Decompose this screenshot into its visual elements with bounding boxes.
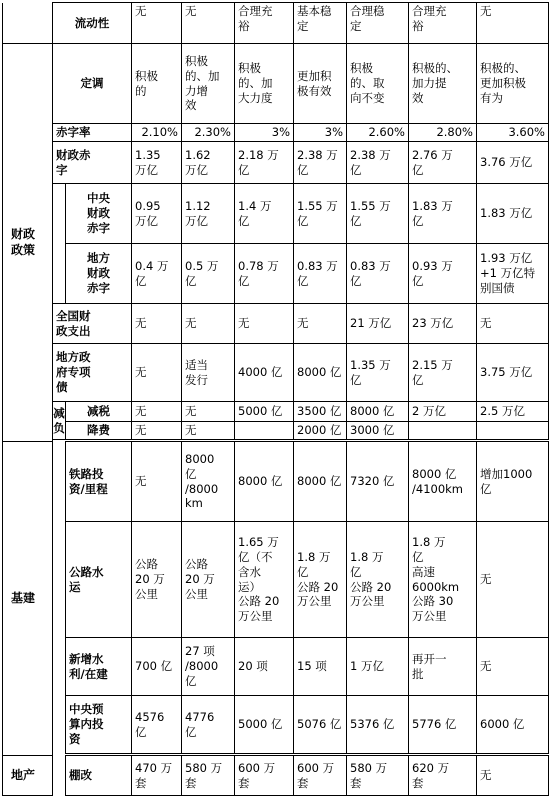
- table-row-central-deficit: [3, 184, 549, 244]
- table-row-water: [3, 638, 549, 696]
- table-cell: 公路 20 万 公里: [132, 522, 182, 638]
- table-cell: 4776 亿: [182, 696, 235, 754]
- liquidity-cell: 无: [132, 3, 182, 44]
- table-cell: 700 亿: [132, 638, 182, 696]
- table-cell: 2.38 万 亿: [294, 142, 347, 184]
- table-row-central-budget: [3, 696, 549, 754]
- table-cell: 无: [182, 422, 235, 440]
- table-cell: 积极的、 更加积极 有为: [477, 44, 549, 124]
- table-cell: 20 项: [235, 638, 294, 696]
- table-cell: 8000 亿: [294, 442, 347, 522]
- table-cell: 5000 亿: [235, 402, 294, 422]
- table-cell: 无: [132, 442, 182, 522]
- table-cell: 0.78 万 亿: [235, 244, 294, 304]
- table-row-local-deficit: [3, 244, 549, 304]
- table-cell: 23 万亿: [409, 304, 477, 344]
- table-cell: 无: [477, 304, 549, 344]
- table-cell: 600 万 套: [294, 756, 347, 796]
- table-cell: 5000 亿: [235, 696, 294, 754]
- table-cell: 1.62 万亿: [182, 142, 235, 184]
- table-cell: 2000 亿: [294, 422, 347, 440]
- table-row-railway: [3, 442, 549, 522]
- policy-comparison-table: [2, 2, 549, 796]
- table-cell: 620 万 套: [409, 756, 477, 796]
- table-row-fee-cut: [3, 422, 549, 440]
- section-label-fiscal: 财政 政策: [3, 44, 53, 442]
- indent-spacer: [53, 638, 66, 696]
- table-row-deficit: [3, 142, 549, 184]
- table-row-tone: [3, 44, 549, 124]
- table-cell: 2.18 万 亿: [235, 142, 294, 184]
- table-cell: [409, 422, 477, 440]
- table-cell: 无: [132, 422, 182, 440]
- table-cell: 1.12 万亿: [182, 184, 235, 244]
- table-cell: 3.76 万亿: [477, 142, 549, 184]
- table-cell: 1.93 万亿 +1 万亿特 别国债: [477, 244, 549, 304]
- table-cell: 2.80%: [409, 124, 477, 142]
- row-label-railway: 铁路投 资/里程: [66, 442, 132, 522]
- table-cell: 2.38 万 亿: [347, 142, 409, 184]
- liquidity-cell: 无: [182, 3, 235, 44]
- table-cell: 无: [132, 402, 182, 422]
- table-cell: 1.4 万 亿: [235, 184, 294, 244]
- table-cell: 4576 亿: [132, 696, 182, 754]
- table-cell: 8000 亿: [294, 344, 347, 402]
- table-cell: 2.76 万 亿: [409, 142, 477, 184]
- section-label-property: 地产: [3, 756, 53, 796]
- table-cell: 2.30%: [182, 124, 235, 142]
- table-cell: 8000 亿 /4100km: [409, 442, 477, 522]
- table-cell: 1.83 万亿: [477, 184, 549, 244]
- table-cell: 2.15 万 亿: [409, 344, 477, 402]
- table-cell: 无: [182, 304, 235, 344]
- table-cell: 0.4 万 亿: [132, 244, 182, 304]
- table-row-shantytown: [3, 756, 549, 796]
- table-cell: 0.93 万 亿: [409, 244, 477, 304]
- table-row-national-spending: [3, 304, 549, 344]
- table-cell: 无: [182, 402, 235, 422]
- table-cell: 1.8 万 亿 高速 6000km 公路 30 万公里: [409, 522, 477, 638]
- table-cell: 公路 20 万 公里: [182, 522, 235, 638]
- table-cell: 积极 的、加 大力度: [235, 44, 294, 124]
- row-label-deficit-rate: 赤字率: [53, 124, 132, 142]
- row-label-fee-cut: 降费: [66, 422, 132, 440]
- row-label-highway: 公路水 运: [66, 522, 132, 638]
- table-cell: 再开一 批: [409, 638, 477, 696]
- row-label-liquidity: 流动性: [53, 3, 132, 44]
- liquidity-cell: 合理充 裕: [409, 3, 477, 44]
- table-cell: 1.35 万 亿: [347, 344, 409, 402]
- indent-spacer: [53, 184, 66, 244]
- table-cell: 无: [477, 638, 549, 696]
- table-cell: 5376 亿: [347, 696, 409, 754]
- table-cell: 21 万亿: [347, 304, 409, 344]
- table-cell: 6000 亿: [477, 696, 549, 754]
- indent-spacer: [53, 442, 66, 522]
- table-cell: 580 万 套: [182, 756, 235, 796]
- table-cell: 1.35 万亿: [132, 142, 182, 184]
- table-cell: 0.83 万 亿: [347, 244, 409, 304]
- table-cell: 5776 亿: [409, 696, 477, 754]
- section-spacer: [3, 3, 53, 44]
- row-label-tone: 定调: [53, 44, 132, 124]
- table-cell: 0.83 万 亿: [294, 244, 347, 304]
- table-cell: 27 项 /8000 亿: [182, 638, 235, 696]
- table-cell: 7320 亿: [347, 442, 409, 522]
- table-cell: 8000 亿 /8000 km: [182, 442, 235, 522]
- table-cell: 1.8 万 亿 公路 20 万公里: [294, 522, 347, 638]
- table-cell: 3%: [294, 124, 347, 142]
- liquidity-cell: 无: [477, 3, 549, 44]
- table-cell: 2 万亿: [409, 402, 477, 422]
- indent-spacer: [53, 696, 66, 754]
- table-row-deficit-rate: [3, 124, 549, 142]
- table-cell: 1.55 万 亿: [347, 184, 409, 244]
- indent-spacer: [53, 522, 66, 638]
- table-cell: 无: [132, 344, 182, 402]
- row-label-special-bonds: 地方政 府专项 债: [53, 344, 132, 402]
- table-cell: 8000 亿: [347, 402, 409, 422]
- table-cell: 5076 亿: [294, 696, 347, 754]
- row-label-central-budget: 中央预 算内投 资: [66, 696, 132, 754]
- table-row-tax-cut: [3, 402, 549, 422]
- table-cell: 更加积 极有效: [294, 44, 347, 124]
- table-cell: 3500 亿: [294, 402, 347, 422]
- table-cell: 1 万亿: [347, 638, 409, 696]
- table-cell: 3%: [235, 124, 294, 142]
- row-label-deficit: 财政赤 字: [53, 142, 132, 184]
- table-cell: 2.5 万亿: [477, 402, 549, 422]
- table-row-highway: [3, 522, 549, 638]
- table-cell: 1.8 万 亿 公路 20 万公里: [347, 522, 409, 638]
- table-cell: 无: [477, 756, 549, 796]
- section-label-infra: 基建: [3, 442, 53, 756]
- liquidity-cell: 基本稳 定: [294, 3, 347, 44]
- row-label-central-deficit: 中央 财政 赤字: [66, 184, 132, 244]
- indent-spacer: [53, 756, 66, 796]
- table-cell: 1.65 万 亿（不 含水 运） 公路 20 万公里: [235, 522, 294, 638]
- table-cell: 0.95 万亿: [132, 184, 182, 244]
- table-cell: [477, 422, 549, 440]
- table-cell: 无: [477, 522, 549, 638]
- table-cell: 积极 的: [132, 44, 182, 124]
- row-label-local-deficit: 地方 财政 赤字: [66, 244, 132, 304]
- table-cell: 积极 的、取 向不变: [347, 44, 409, 124]
- table-cell: 4000 亿: [235, 344, 294, 402]
- table-cell: [235, 422, 294, 440]
- row-label-tax-cut: 减税: [66, 402, 132, 422]
- indent-spacer: [53, 244, 66, 304]
- table-cell: 2.10%: [132, 124, 182, 142]
- table-cell: 3.75 万亿: [477, 344, 549, 402]
- row-label-national-spending: 全国财 政支出: [53, 304, 132, 344]
- row-label-shantytown: 棚改: [66, 756, 132, 796]
- table-cell: 无: [132, 304, 182, 344]
- liquidity-row: [3, 3, 549, 44]
- table-cell: 无: [294, 304, 347, 344]
- table-cell: 1.55 万 亿: [294, 184, 347, 244]
- table-cell: 3000 亿: [347, 422, 409, 440]
- row-group-burden: 减 负: [53, 402, 66, 440]
- table-cell: 积极的、 加力提 效: [409, 44, 477, 124]
- table-cell: 580 万 套: [347, 756, 409, 796]
- table-cell: 8000 亿: [235, 442, 294, 522]
- table-cell: 适当 发行: [182, 344, 235, 402]
- table-cell: 2.60%: [347, 124, 409, 142]
- table-cell: 积极 的、加 力增 效: [182, 44, 235, 124]
- liquidity-cell: 合理充 裕: [235, 3, 294, 44]
- row-label-water: 新增水 利/在建: [66, 638, 132, 696]
- table-cell: 15 项: [294, 638, 347, 696]
- table-cell: 600 万 套: [235, 756, 294, 796]
- liquidity-cell: 合理稳 定: [347, 3, 409, 44]
- table-row-special-bonds: [3, 344, 549, 402]
- table-cell: 0.5 万 亿: [182, 244, 235, 304]
- table-cell: 无: [235, 304, 294, 344]
- table-cell: 470 万 套: [132, 756, 182, 796]
- table-cell: 1.83 万 亿: [409, 184, 477, 244]
- table-cell: 增加1000 亿: [477, 442, 549, 522]
- table-cell: 3.60%: [477, 124, 549, 142]
